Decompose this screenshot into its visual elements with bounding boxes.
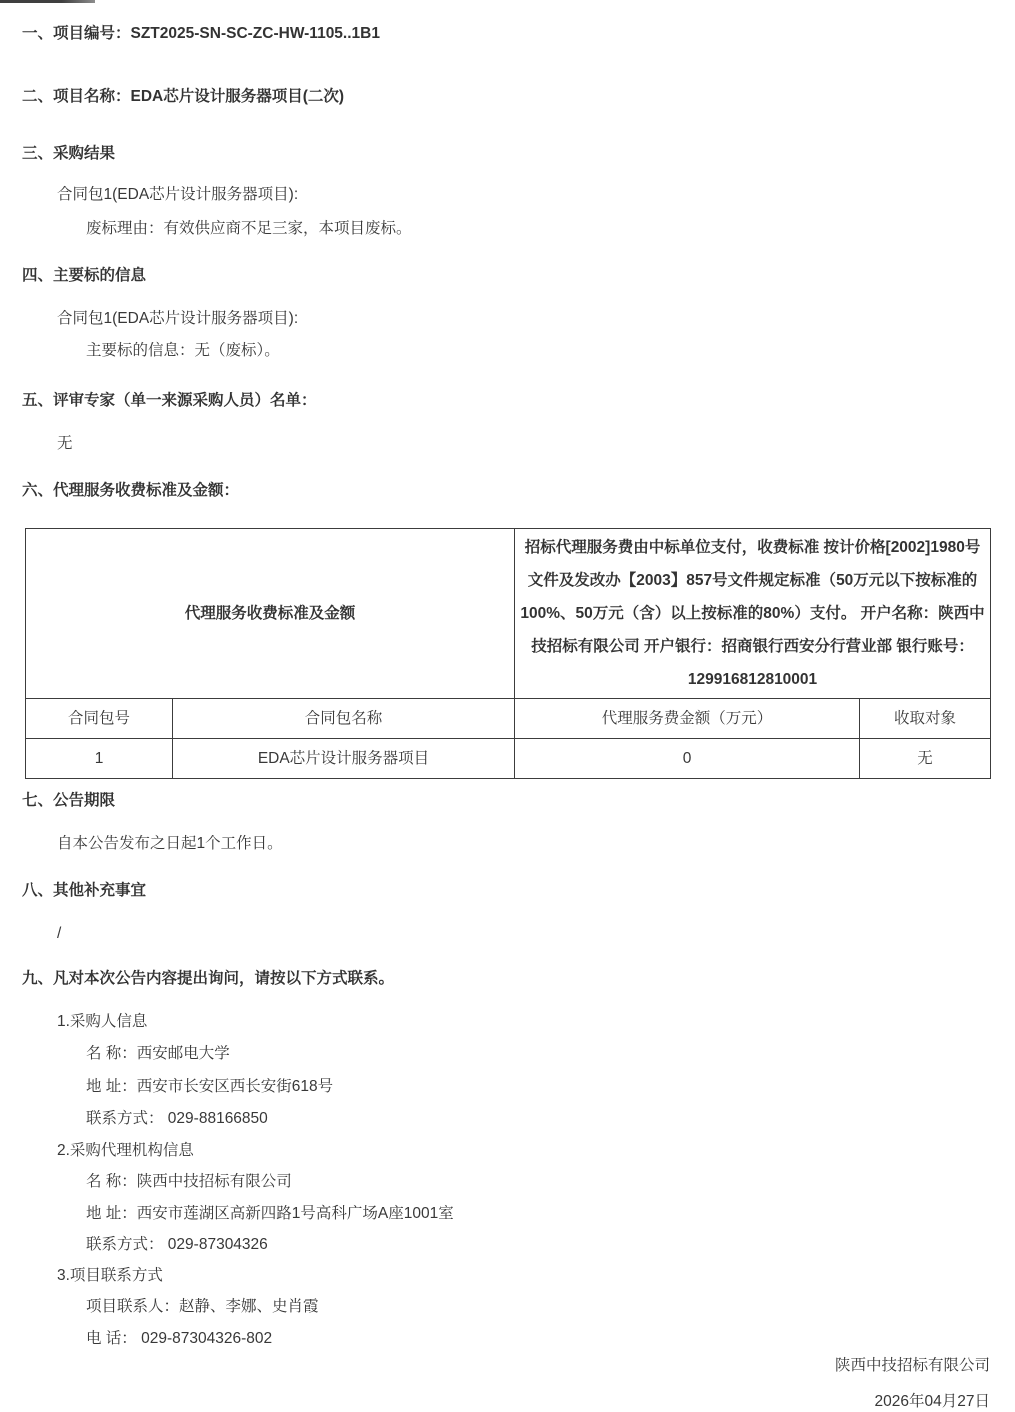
section-announcement-period-heading: 七、公告期限	[22, 792, 116, 809]
footer-date: 2026年04月27日	[874, 1393, 990, 1410]
other-matters-value: /	[57, 925, 62, 942]
buyer-address-line: 地 址：西安市长安区西长安街618号	[86, 1078, 334, 1095]
main-bid-info-detail-line: 主要标的信息：无（废标）。	[86, 342, 280, 359]
agency-phone-line: 联系方式： 029-87304326	[86, 1236, 268, 1253]
footer-company: 陕西中技招标有限公司	[834, 1357, 990, 1374]
procurement-result-detail-line: 废标理由：有效供应商不足三家，本项目废标。	[86, 220, 412, 237]
section-project-name-heading: 二、项目名称：EDA芯片设计服务器项目(二次)	[22, 88, 345, 105]
main-bid-info-package-line: 合同包1(EDA芯片设计服务器项目):	[57, 310, 299, 327]
section-main-bid-info-heading: 四、主要标的信息	[22, 267, 147, 284]
fee-table-header-row	[26, 699, 991, 739]
fee-table-header-charged-party: 收取对象	[860, 699, 991, 739]
contact-group-project-title: 3.项目联系方式	[57, 1267, 163, 1284]
agency-name-line: 名 称：陕西中技招标有限公司	[86, 1173, 292, 1190]
fee-table-header-fee-amount: 代理服务费金额（万元）	[515, 699, 860, 739]
announcement-period-value: 自本公告发布之日起1个工作日。	[57, 835, 283, 852]
buyer-name-line: 名 称：西安邮电大学	[86, 1045, 230, 1062]
fee-table-header-package-no: 合同包号	[26, 699, 173, 739]
procurement-result-package-line: 合同包1(EDA芯片设计服务器项目):	[57, 186, 299, 203]
fee-table-header-package-name: 合同包名称	[173, 699, 515, 739]
project-contact-person-line: 项目联系人：赵静、李娜、史肖霞	[86, 1298, 319, 1315]
fee-table-merged-text-cell: 招标代理服务费由中标单位支付，收费标准 按计价格[2002]1980号文件及发改办【2003】857号文件规定标准（50万元以下按标准的100%、50万元（含）以上按标准的80%）支付。 开户名称：陕西中技招标有限公司 开户银行：招商银行西安分行营业部 银行账号：129916812810001	[515, 529, 991, 699]
section-other-matters-heading: 八、其他补充事宜	[22, 882, 147, 899]
fee-table-data-row	[26, 739, 991, 779]
section-procurement-result-heading: 三、采购结果	[22, 145, 116, 162]
project-contact-phone-line: 电 话： 029-87304326-802	[86, 1330, 273, 1347]
topbar-fragment	[0, 0, 95, 3]
buyer-phone-line: 联系方式： 029-88166850	[86, 1110, 268, 1127]
contact-group-buyer-title: 1.采购人信息	[57, 1013, 148, 1030]
section-project-number-heading: 一、项目编号：SZT2025-SN-SC-ZC-HW-1105..1B1	[22, 25, 380, 42]
fee-table-cell-charged-party: 无	[860, 739, 991, 779]
agency-address-line: 地 址：西安市莲湖区高新四路1号高科广场A座1001室	[86, 1205, 454, 1222]
fee-table-cell-fee-amount: 0	[515, 739, 860, 779]
section-agency-fee-heading: 六、代理服务收费标准及金额：	[22, 482, 240, 499]
section-contact-heading: 九、凡对本次公告内容提出询问，请按以下方式联系。	[22, 970, 395, 987]
fee-table-cell-package-no: 1	[26, 739, 173, 779]
fee-table-merged-label-cell: 代理服务收费标准及金额	[26, 529, 515, 699]
experts-value: 无	[57, 435, 73, 452]
contact-group-agency-title: 2.采购代理机构信息	[57, 1142, 194, 1159]
fee-table-merged-row	[26, 529, 991, 699]
agency-fee-table	[25, 528, 991, 779]
section-experts-heading: 五、评审专家（单一来源采购人员）名单：	[22, 392, 317, 409]
fee-table-cell-package-name: EDA芯片设计服务器项目	[173, 739, 515, 779]
